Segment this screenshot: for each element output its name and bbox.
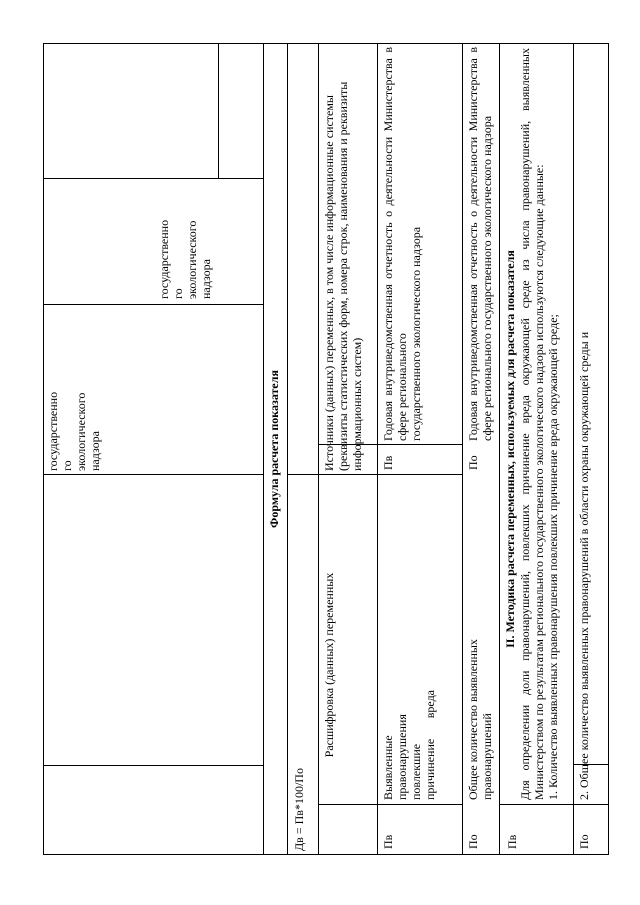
row2-source: Годовая внутриведомственная отчетность о деятельности Министерства в сфере регионального государственного экологического надзора xyxy=(466,44,494,441)
method-row2-text: 2. Общее количество выявленных правонарушений в области охраны окружающей среды и xyxy=(577,331,591,800)
method-row1-text: Для определении доли правонарушений, повлекших причинение вреда окружающей среде из числа правонарушений, выявленных Министерством по результатам регионального государственного экологического надзора используются следующие данные: 1. Количество выявленных правонарушения повлекших причинение вреда окружающей среде; xyxy=(518,48,560,800)
method-row2-code: По xyxy=(577,834,591,849)
col-decode-header: Расшифровка (данных) переменных xyxy=(322,572,336,758)
column-rule xyxy=(43,178,263,179)
row-rule xyxy=(287,43,288,855)
table-border-right xyxy=(43,43,609,44)
column-rule xyxy=(287,474,462,475)
formula: Дв = Пв*100/По xyxy=(292,768,306,851)
column-rule xyxy=(43,765,263,766)
rotated-table xyxy=(43,43,609,855)
method-row1-code: Пв xyxy=(505,834,519,849)
row-rule xyxy=(377,43,378,855)
table-border-top xyxy=(43,43,44,855)
row2-code2: По xyxy=(466,455,480,470)
row-rule xyxy=(462,43,463,855)
authority-label-col4: государственно го экологического надзора xyxy=(157,219,213,299)
col-sources-header: Источники (данных) переменных, в том числе информационные системы (реквизиты статистических форм, номера строк, наименования и реквизиты информационных систем) xyxy=(322,81,364,471)
row-rule xyxy=(318,43,319,855)
row1-code2: Пв xyxy=(381,455,395,470)
row-rule xyxy=(499,43,500,855)
row1-code: Пв xyxy=(381,834,395,849)
row-rule xyxy=(263,43,264,855)
row2-code: По xyxy=(466,834,480,849)
column-rule xyxy=(318,804,462,805)
row1-source: Годовая внутриведомственная отчетность о деятельности Министерства в сфере регионального государственного экологического надзора xyxy=(381,47,423,441)
row2-description: Общее количество выявленных правонарушений xyxy=(466,636,494,800)
table-border-bottom xyxy=(608,43,609,855)
row-rule xyxy=(218,43,219,179)
row1-description: Выявленные правонарушения повлекшие причинение вреда xyxy=(381,690,437,800)
column-rule xyxy=(43,474,263,475)
table-border-left xyxy=(43,854,609,855)
formula-header: Формула расчета показателя xyxy=(267,370,281,528)
column-rule xyxy=(43,304,263,305)
authority-label: государственно го экологического надзора xyxy=(46,391,102,471)
method-header: II. Методика расчета переменных, используемых для расчета показателя xyxy=(503,250,517,648)
row-rule xyxy=(573,43,574,855)
